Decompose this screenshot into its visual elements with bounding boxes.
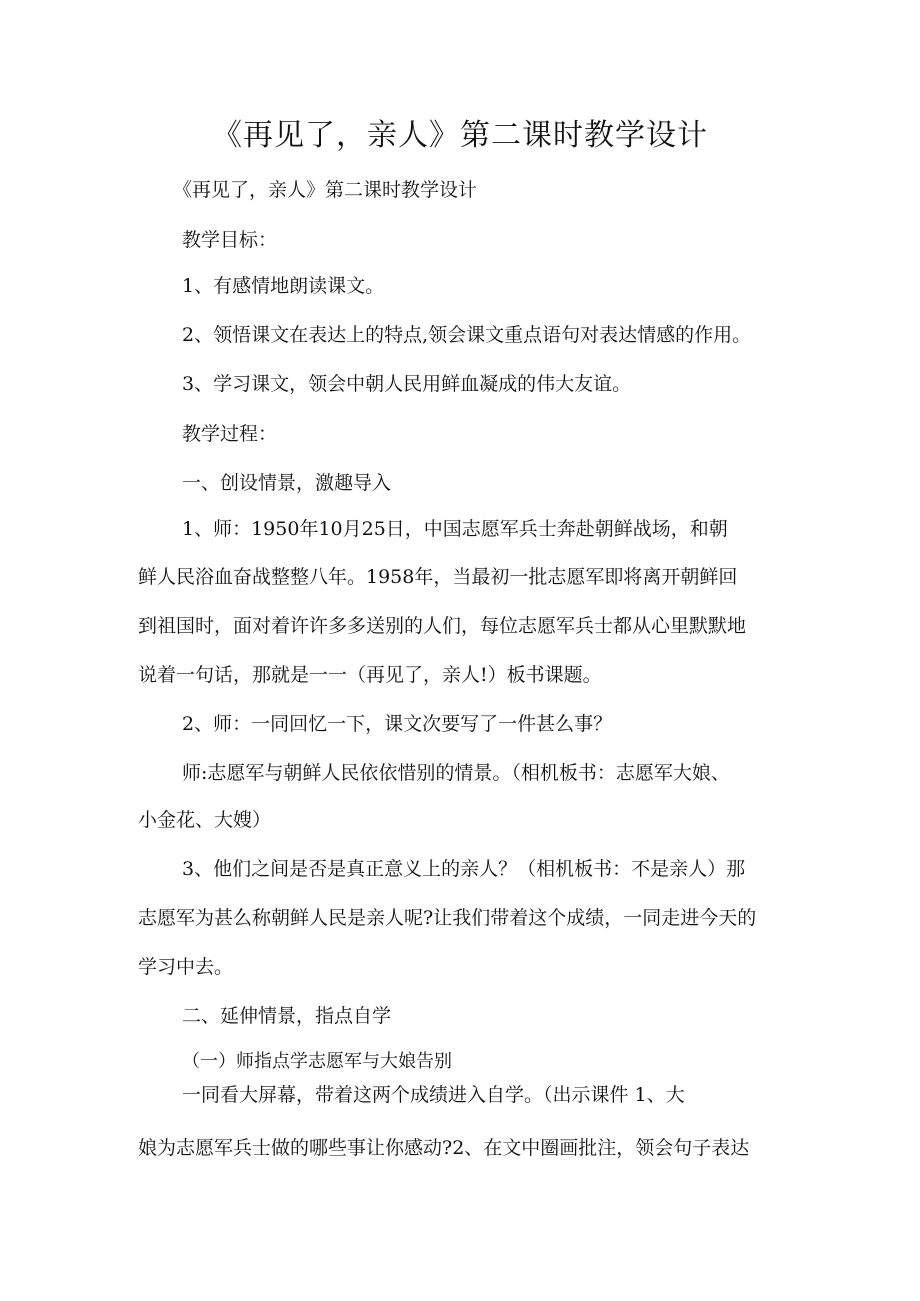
- paragraph-line: 学习中去。: [138, 956, 234, 978]
- paragraph-line: 说着一句话，那就是一一（再见了，亲人!）板书课题。: [138, 664, 602, 686]
- paragraph-line: 鲜人民浴血奋战整整八年。1958年，当最初一批志愿军即将离开朝鲜回: [138, 566, 738, 588]
- step-heading-1: 一、创设情景，激趣导入: [182, 472, 392, 494]
- paragraph-line: 3、他们之间是否是真正意义上的亲人？（相机板书：不是亲人）那: [182, 858, 746, 880]
- goal-item-1: 1、有感情地朗读课文。: [182, 275, 385, 297]
- section-heading-goals: 教学目标：: [182, 229, 278, 251]
- subtitle-line: 《再见了，亲人》第二课时教学设计: [173, 179, 478, 201]
- document-title: 《再见了，亲人》第二课时教学设计: [212, 118, 708, 153]
- section-heading-process: 教学过程：: [182, 423, 278, 445]
- subsection-heading: （一）师指点学志愿军与大娘告别: [182, 1051, 452, 1072]
- goal-item-2: 2、领悟课文在表达上的特点,领会课文重点语句对表达情感的作用。: [182, 324, 752, 346]
- paragraph-line: 1、师：1950年10月25日，中国志愿军兵士奔赴朝鲜战场，和朝: [182, 518, 728, 540]
- paragraph-line: 到祖国时，面对着许许多多送别的人们，每位志愿军兵士都从心里默默地: [138, 615, 747, 637]
- paragraph-line: 一同看大屏幕，带着这两个成绩进入自学。（出示课件 1、大: [182, 1084, 685, 1106]
- paragraph-line: 志愿军为甚么称朝鲜人民是亲人呢?让我们带着这个成绩，一同走进今天的: [138, 907, 757, 929]
- step-heading-2: 二、延伸情景，指点自学: [182, 1005, 392, 1027]
- goal-item-3: 3、学习课文，领会中朝人民用鲜血凝成的伟大友谊。: [182, 373, 632, 395]
- paragraph-line: 小金花、大嫂）: [138, 809, 272, 831]
- paragraph-line: 娘为志愿军兵士做的哪些事让你感动?2、在文中圈画批注，领会句子表达: [138, 1137, 750, 1159]
- paragraph-line: 2、师：一同回忆一下，课文次要写了一件甚么事？: [182, 713, 613, 735]
- paragraph-line: 师:志愿军与朝鲜人民依依惜别的情景。（相机板书：志愿军大娘、: [182, 762, 730, 784]
